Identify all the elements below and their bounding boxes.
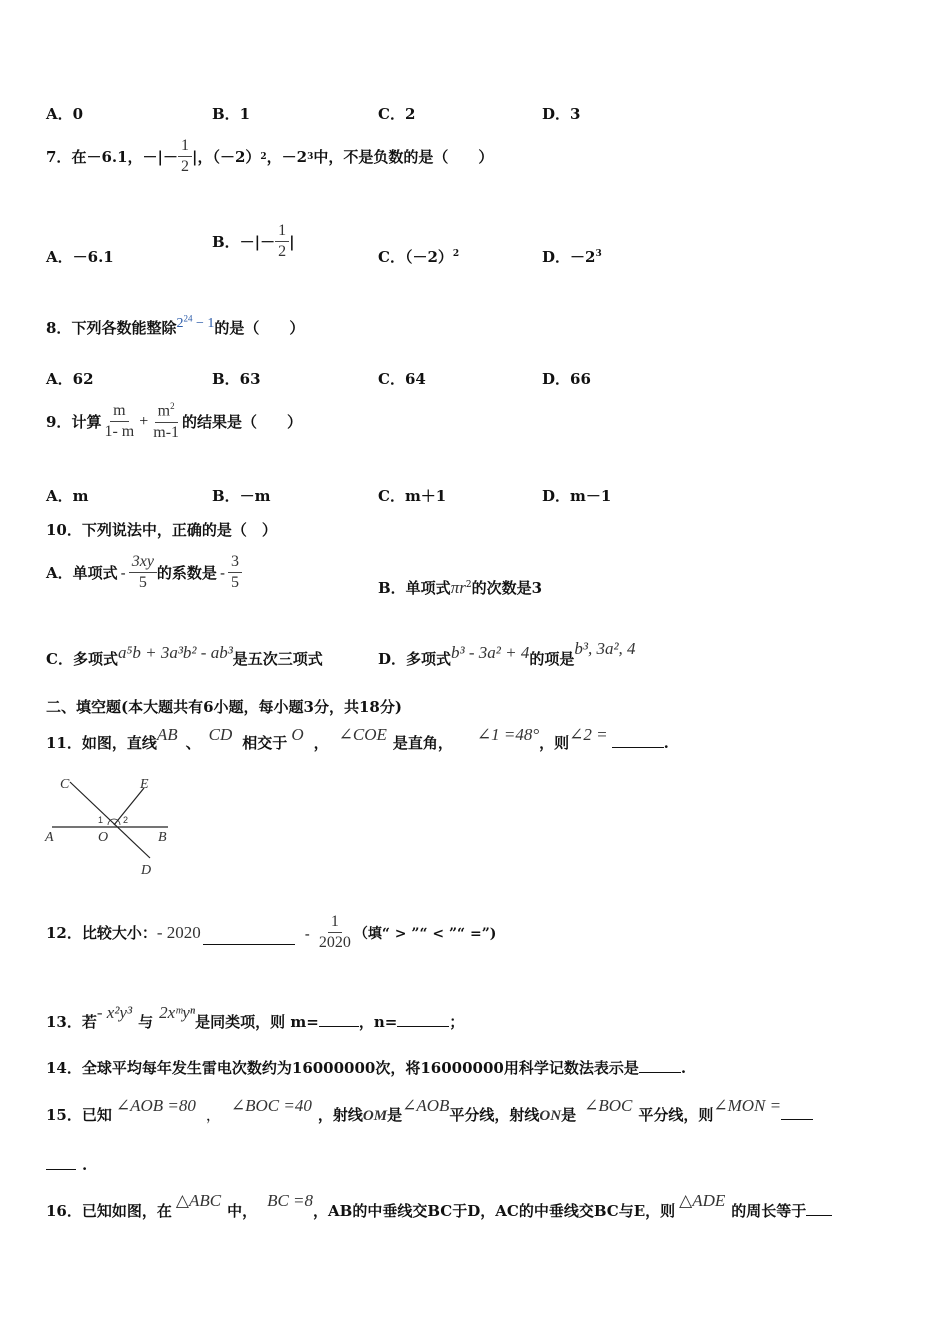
q10-a-denominator-2: 5	[231, 574, 240, 592]
q10-b-exp: 2	[465, 580, 472, 590]
q16-text-4: 的周长等于	[731, 1202, 807, 1220]
q11-text-2: 相交于	[242, 734, 288, 752]
q8-expression-base: 2	[176, 316, 184, 331]
label-b: B	[158, 830, 167, 845]
question-8	[46, 313, 305, 338]
label-a: A	[45, 830, 54, 845]
q11-coe: ∠COE	[338, 725, 387, 744]
q10-b-expr: πr	[450, 578, 466, 597]
q6-option-a: A．0	[46, 105, 84, 123]
q15-answer-blank-1[interactable]	[781, 1105, 813, 1120]
q12-fraction-denominator: 2020	[318, 934, 351, 952]
q10-a-mid: 的系数是	[156, 564, 217, 583]
q7-option-c-text: C．（－2）	[378, 248, 453, 266]
q15-continuation	[46, 1155, 87, 1174]
q7-fraction-half	[178, 137, 192, 177]
q15-angle-boc: ∠BOC =40	[230, 1096, 312, 1115]
q15-text-4: 平分线，射线	[449, 1106, 540, 1124]
q9-fraction-2-denominator: m-1	[153, 423, 180, 441]
q10-c-post: 是五次三项式	[232, 650, 323, 668]
q10-option-c	[46, 643, 323, 669]
q15-text-5: 是	[561, 1106, 577, 1124]
q10-d-mid: 的项是	[529, 650, 575, 668]
q8-expression	[176, 313, 215, 331]
label-e: E	[140, 777, 149, 792]
q8-option-b: B．63	[212, 370, 261, 388]
q10-stem: 10．下列说法中，正确的是（ ）	[46, 521, 277, 539]
q9-fraction-1-numerator: m	[110, 402, 128, 422]
q7-option-b	[212, 222, 295, 262]
q9-plus: +	[139, 412, 149, 430]
q10-a-fraction	[129, 553, 157, 593]
q10-c-prefix: C．多项式	[46, 650, 118, 668]
q9-option-b: B．－m	[212, 487, 271, 505]
q16-text-1: 16．已知如图，在	[46, 1202, 172, 1220]
section-2-heading: 二、填空题(本大题共有6小题，每小题3分，共18分)	[46, 698, 402, 716]
q11-o: O	[291, 725, 304, 744]
q9-text-2: 的结果是（ ）	[182, 413, 303, 432]
q9-option-d: D．m－1	[542, 487, 612, 505]
q16-triangle-abc: △ABC	[175, 1191, 222, 1210]
q12-minus: -	[304, 925, 310, 943]
q10-option-a	[46, 553, 242, 593]
q8-expression-tail: − 1	[192, 316, 215, 331]
q10-d-expr: b³ - 3a² + 4	[451, 643, 530, 662]
q7-text-3: ，－2	[266, 148, 308, 167]
q13-text-1: 13．若	[46, 1013, 97, 1031]
q7-option-d	[542, 246, 602, 267]
q9-number: 9．	[46, 413, 72, 432]
q14-answer-blank[interactable]	[639, 1058, 681, 1073]
q15-angle-mon: ∠MON =	[713, 1096, 782, 1115]
q10-option-b	[378, 577, 542, 598]
q9-option-c: C．m＋1	[378, 487, 447, 505]
q13-m-blank[interactable]	[319, 1012, 359, 1027]
q11-answer-blank[interactable]	[612, 733, 664, 748]
q11-angle-2: ∠2 =	[569, 725, 608, 744]
q7-text-2: |，（－2）	[192, 148, 261, 167]
label-angle-1: 1	[98, 815, 104, 825]
q10-a-numerator: 3xy	[129, 553, 157, 573]
q10-a-minus: -	[120, 563, 126, 582]
ray-oe	[114, 788, 144, 825]
q15-angle-aob: ∠AOB =80	[115, 1096, 196, 1115]
q7-fraction-denominator: 2	[181, 158, 189, 176]
q7-option-c	[378, 246, 459, 267]
q15-om: OM	[362, 1108, 388, 1124]
q7-option-a: A．－6.1	[46, 248, 114, 266]
q9-fraction-2-numerator-base: m	[157, 402, 171, 420]
q15-comma: ，	[205, 1106, 221, 1124]
q6-option-b: B．1	[212, 105, 251, 123]
q11-cd: CD	[208, 725, 233, 744]
q6-option-d: D．3	[542, 105, 581, 123]
q8-text-1: 下列各数能整除	[71, 319, 177, 337]
q15-text-6: 平分线，则	[638, 1106, 714, 1124]
q15-end: .	[82, 1156, 88, 1174]
q7-text-1: 在－6.1，－|－	[71, 148, 178, 167]
q7-fraction-numerator: 1	[178, 137, 192, 157]
question-13	[46, 1003, 465, 1032]
q10-d-terms: b³, 3a², 4	[574, 639, 636, 658]
q11-text-4: ，则	[539, 734, 570, 752]
q9-fraction-2-exp: 2	[170, 401, 175, 411]
q16-text-2: 中，	[227, 1202, 258, 1220]
q16-text-3: ，AB的中垂线交BC于D，AC的中垂线交BC与E，则	[313, 1202, 676, 1220]
q9-fraction-2-numerator	[155, 401, 178, 423]
q6-option-c: C．2	[378, 105, 416, 123]
label-d: D	[141, 863, 152, 878]
q8-option-a: A．62	[46, 370, 94, 388]
q13-expr-1: - x²y³	[96, 1003, 133, 1022]
q7-option-b-numerator: 1	[275, 222, 289, 242]
q7-option-b-denominator: 2	[278, 243, 287, 261]
q15-on: ON	[539, 1108, 562, 1124]
q12-fraction	[316, 913, 354, 953]
q10-b-prefix: B．单项式	[378, 579, 451, 597]
q13-text-5: ；	[449, 1013, 465, 1031]
q13-text-3: 是同类项，则 m=	[195, 1013, 319, 1031]
q10-a-prefix: A．单项式	[46, 564, 118, 583]
q9-option-a: A．m	[46, 487, 89, 505]
q10-c-expr: a⁵b + 3a³b² - ab³	[117, 643, 233, 662]
q13-text-2: 与	[138, 1013, 154, 1031]
q8-text-2: 的是（ ）	[214, 319, 305, 337]
label-c: C	[60, 777, 70, 792]
q7-cube: 3	[307, 151, 314, 162]
q11-figure	[40, 770, 180, 885]
q7-option-b-suffix: |	[289, 232, 295, 251]
q7-option-b-prefix: B．－|－	[212, 233, 276, 252]
question-16	[46, 1191, 832, 1221]
q9-fraction-1	[101, 402, 137, 442]
question-12	[46, 913, 496, 953]
label-angle-2: 2	[123, 815, 129, 825]
q15-text-3: 是	[387, 1106, 403, 1124]
q11-end: .	[663, 734, 669, 752]
q13-text-4: ，n=	[358, 1013, 398, 1031]
q16-answer-blank[interactable]	[806, 1201, 832, 1216]
q7-text-4: 中，不是负数的是（ ）	[313, 148, 494, 167]
q8-option-c: C．64	[378, 370, 426, 388]
q15-angle-boc-2: ∠BOC	[584, 1096, 633, 1115]
question-11	[46, 725, 669, 753]
q8-option-d: D．66	[542, 370, 591, 388]
q14-end: .	[680, 1059, 687, 1077]
q9-fraction-1-denominator: 1- m	[104, 423, 135, 441]
q7-option-c-exp: 2	[452, 249, 460, 259]
q7-number: 7．	[46, 148, 72, 167]
q12-fill-hint: （填“ > ”“ < ”“ =”)	[353, 925, 497, 942]
q9-text-1: 计算	[71, 413, 102, 432]
q13-n-blank[interactable]	[397, 1012, 449, 1027]
q16-bc: BC =8	[267, 1191, 314, 1210]
q8-number: 8．	[46, 319, 72, 337]
q10-a-numerator-2: 3	[228, 553, 242, 573]
q11-text-1: 11．如图，直线	[46, 734, 157, 752]
question-14	[46, 1057, 686, 1078]
q15-text-2: ，射线	[317, 1106, 363, 1124]
q16-triangle-ade: △ADE	[679, 1191, 726, 1210]
q12-fraction-numerator: 1	[328, 913, 342, 933]
q7-option-d-exp: 3	[595, 249, 602, 259]
q11-comma: ，	[313, 734, 329, 752]
q8-expression-exp: 24	[183, 313, 193, 324]
label-o: O	[98, 830, 109, 845]
q9-fraction-2	[150, 401, 182, 442]
q11-ab: AB	[156, 725, 178, 744]
q10-option-d	[378, 639, 636, 669]
q10-a-fraction-2	[228, 553, 242, 593]
q15-text-1: 15．已知	[46, 1106, 112, 1124]
q10-a-denominator: 5	[138, 574, 147, 592]
q12-answer-blank[interactable]	[203, 930, 295, 945]
question-7	[46, 137, 493, 177]
q15-angle-aob-2: ∠AOB	[402, 1096, 450, 1115]
q13-expr-2: 2xᵐyⁿ	[159, 1003, 196, 1022]
q14-text: 14．全球平均每年发生雷电次数约为16000000次，将16000000用科学记数法表示是	[46, 1059, 639, 1077]
q11-sep: 、	[185, 734, 201, 752]
q11-text-3: 是直角，	[392, 734, 453, 752]
q10-d-prefix: D．多项式	[378, 650, 452, 668]
q11-angle-1: ∠1 =48°	[476, 725, 540, 744]
q7-square: 2	[260, 151, 267, 162]
q12-value-1: - 2020	[156, 922, 201, 942]
q12-text-1: 12．比较大小：	[46, 924, 157, 943]
question-9	[46, 401, 302, 442]
question-15	[46, 1096, 813, 1125]
q15-answer-blank-2[interactable]	[46, 1155, 76, 1170]
q10-b-post: 的次数是3	[471, 579, 542, 597]
q7-option-d-text: D．－2	[542, 248, 596, 266]
q10-a-minus-2: -	[219, 563, 226, 582]
q7-option-b-fraction	[275, 222, 289, 262]
